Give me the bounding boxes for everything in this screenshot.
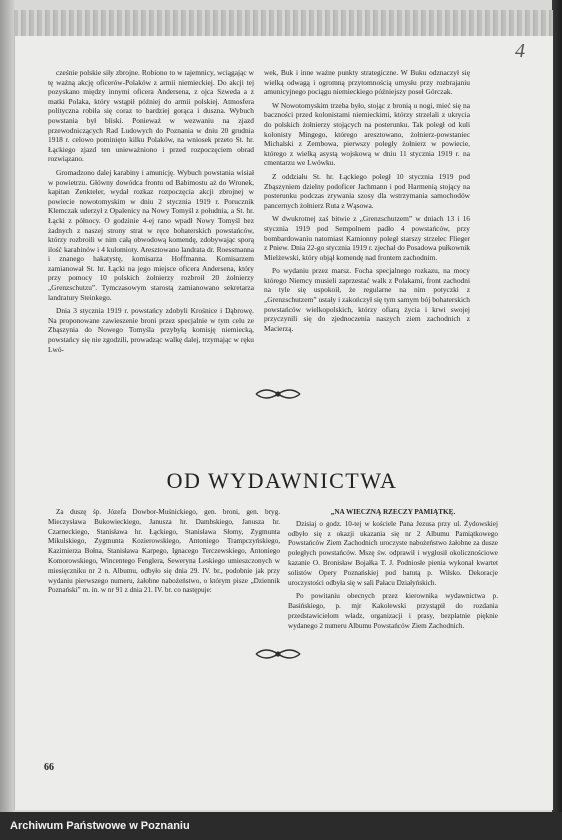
paragraph: Dnia 3 stycznia 1919 r. powstańcy zdobyli Krośnice i Dąbrowę. Na proponowane zawieszenie broni przez specjalnie w tym celu ze Zbąszynia do Nowego Tomyśla przybyłą komisję niemiecką, powstańcy się nie zgodzili, prowadząc walkę dalej, trzymając w ręku Lwó-	[48, 306, 254, 354]
paragraph: Za duszę śp. Józefa Dowbor-Muśnickiego, gen. broni, gen. bryg. Mieczysława Bukowieckiego, Janusza hr. Dambskiego, Janusza hr. Czarneckiego, Stanisława hr. Łąckiego, Stanisława Słomy, Zygmunta Mikulskiego, Zygmunta Kozierowskiego, Antoniego Trampczyńskiego, Kazimierza Bołna, Stanisława Karpego, Ignacego Terczewskiego, Antoniego Komorowskiego, Wincentego Fenglera, Seweryna Leskiego umieszczonych w miesięczniku nr 2 n. Albumu, odbyło się dnia 29. IV. br., podobnie jak przy wydaniu pierwszego numeru, żałobne nabożeństwo, o którym pisze „Dziennik Poznański” m. in. w nr 91 z dnia 21. IV. br. co następuje:	[48, 508, 280, 595]
paragraph: wek, Buk i inne ważne punkty strategiczne. W Buku odznaczył się wielką odwagą i ogromną przytomnością umysłu przy rozbrajaniu amunicyjnego pociągu niemieckiego późniejszy poseł Górczak.	[264, 68, 470, 97]
publisher-column-left	[48, 508, 280, 600]
book-spine-edge	[0, 0, 14, 812]
page-number: 66	[44, 762, 54, 773]
archive-footer-bar	[0, 812, 562, 840]
article-column-left	[48, 68, 254, 358]
paragraph: W dwukrotnej zaś bitwie z „Grenzschutzem” w dniach 13 i 16 stycznia 1919 pod Sempolnem padło 4 powstańców, przy bombardowaniu natomiast Kamionny poległ starszy strzelec Flieger z Pniew. Dnia 22-go stycznia 1919 r. zjechał do Posadowa pułkownik Mielżewski, który objął komendę nad frontem zachodnim.	[264, 214, 471, 262]
paragraph: Po wydaniu przez marsz. Focha specjalnego rozkazu, na mocy którego Niemcy musieli zaprzestać walk z Polakami, front zachodni na tyle się uspokoił, że regularne na nim potyczki z „Grenzschutzem” ustały i zakończył się tym samym bój bohaterskich powstańców wielkopolskich, którzy ofiarą życia i krwi swojej przyczynili się do zjednoczenia naszych ziem zachodnich z Macierzą.	[264, 266, 470, 333]
ornament-divider-top	[254, 385, 302, 408]
paragraph: cześnie polskie siły zbrojne. Robiono to w tajemnicy, wciągając w tę ważną akcję oficerów-Polaków z armii niemieckiej. Do akcji tej pozyskano między innymi oficera Andersena, z ojca Szweda a z matki Polaka, który wstąpił później do armii polskiej. Atmosfera polityczna robiła się coraz to bardziej gorąca i duszna. Wybuch powstania był bliski. Ponieważ w wezwaniu na zjazd przewodniczących Rad Ludowych do Poznania w dniu 20 grudnia 1918 r. celowo pominięto kilku Polaków, na wniosek przeto St. hr. Łąckiego zjazd ten unieważniono i przed rozpoczęciem obrad rozwiązano.	[48, 68, 254, 164]
paragraph: Po powitaniu obecnych przez kierownika wydawnictwa p. Basińskiego, p. mjr Kakolewski przystąpił do rozdania przedstawicielom władz, organizacji i prasy, bezpłatnie pięknie wydanego 2 numeru Albumu Powstańców Ziem Zachodnich.	[288, 592, 498, 630]
page-right-edge	[552, 0, 562, 812]
ornament-divider-bottom	[254, 645, 302, 668]
archive-footer-label: Archiwum Państwowe w Poznaniu	[10, 820, 190, 832]
quote-heading: „NA WIECZNĄ RZECZY PAMIĄTKĘ.	[330, 508, 456, 516]
article-column-right	[264, 68, 470, 337]
publisher-column-right	[288, 508, 498, 636]
paragraph: W Nowotomyskim trzeba było, stojąc z bronią u nogi, mieć się na baczności przed kolonistami niemieckimi, którzy strzelali z ukrycia do polskich żołnierzy stojących na posterunku. Tak poległ od kuli kolonisty Mingego, którego aresztowano, żołnierz-powstaniec Michalski z Zembowa, pierwszy poległy żołnierz w powiecie, którego z wielką asystą wojskową w dniu 11 stycznia 1919 r. na cmentarzu we Lwówku.	[264, 100, 470, 168]
top-torn-band	[15, 10, 553, 36]
section-heading: OD WYDAWNICTWA	[166, 468, 398, 493]
paragraph: Z oddziału St. hr. Łąckiego poległ 10 stycznia 1919 pod Zbąszyniem dzielny podoficer Jachmann i pod Harmenią stojący na posterunku podczas zrywania szosy dla wstrzymania samochodów pancernych żołnierz Ruta z Wąsowa.	[264, 171, 470, 210]
pencil-annotation: 4	[515, 40, 525, 62]
paragraph: Gromadzono dalej karabiny i amunicję. Wybuch powstania wisiał w powietrzu. Główny dowódca frontu od Babimostu aż do Wronek, kapitan Zenkteler, wydał rozkaz rozpoczęcia akcji zbrojnej w powiecie nowotomyskim w dniu 2 stycznia 1919 r. Porucznik Klemczak uderzył z Opalenicy na Nowy Tomyśl z południa, a St. hr. Łącki z północy. O godzinie 4-ej rano wpadł Nowy Tomyśl bez żadnych z naszej strony strat w ręce bohaterskich powstańców, którzy rozbroili w nim całą obwodową komendę, zdobywając sporą ilość karabinów i 4 kulomioty. Aresztowano landrata dr. Roessmanna i znanego hakatystę, komisarza Hoffmanna. Komisarzem zamianował St. hr. Łącki na jego miejsce oficera Andersena, który przy pomocy 10 polskich żołnierzy rozbroił 20 żołnierzy „Grenzschutzu”. Tymczasowym starostą zamianowano sekretarza landratury Steinkego.	[48, 167, 254, 302]
paragraph: Dzisiaj o godz. 10-tej w kościele Pana Jezusa przy ul. Żydowskiej odbyło się z okazji ukazania się nr 2 Albumu Pamiątkowego Powstańców Ziem Zachodnich uroczyste nabożeństwo żałobne za dusze poległych powstańców. Mszę św. odprawił i wygłosił okolicznościowe kazanie O. Bronisław Bojałka T. J. Podniosłe pienia wykonał kwartet solistów Opery Poznańskiej pod batutą p. Wiłsko. Dekoracje uroczystości odbyła się w sali Pałacu Działyńskich.	[288, 519, 498, 587]
